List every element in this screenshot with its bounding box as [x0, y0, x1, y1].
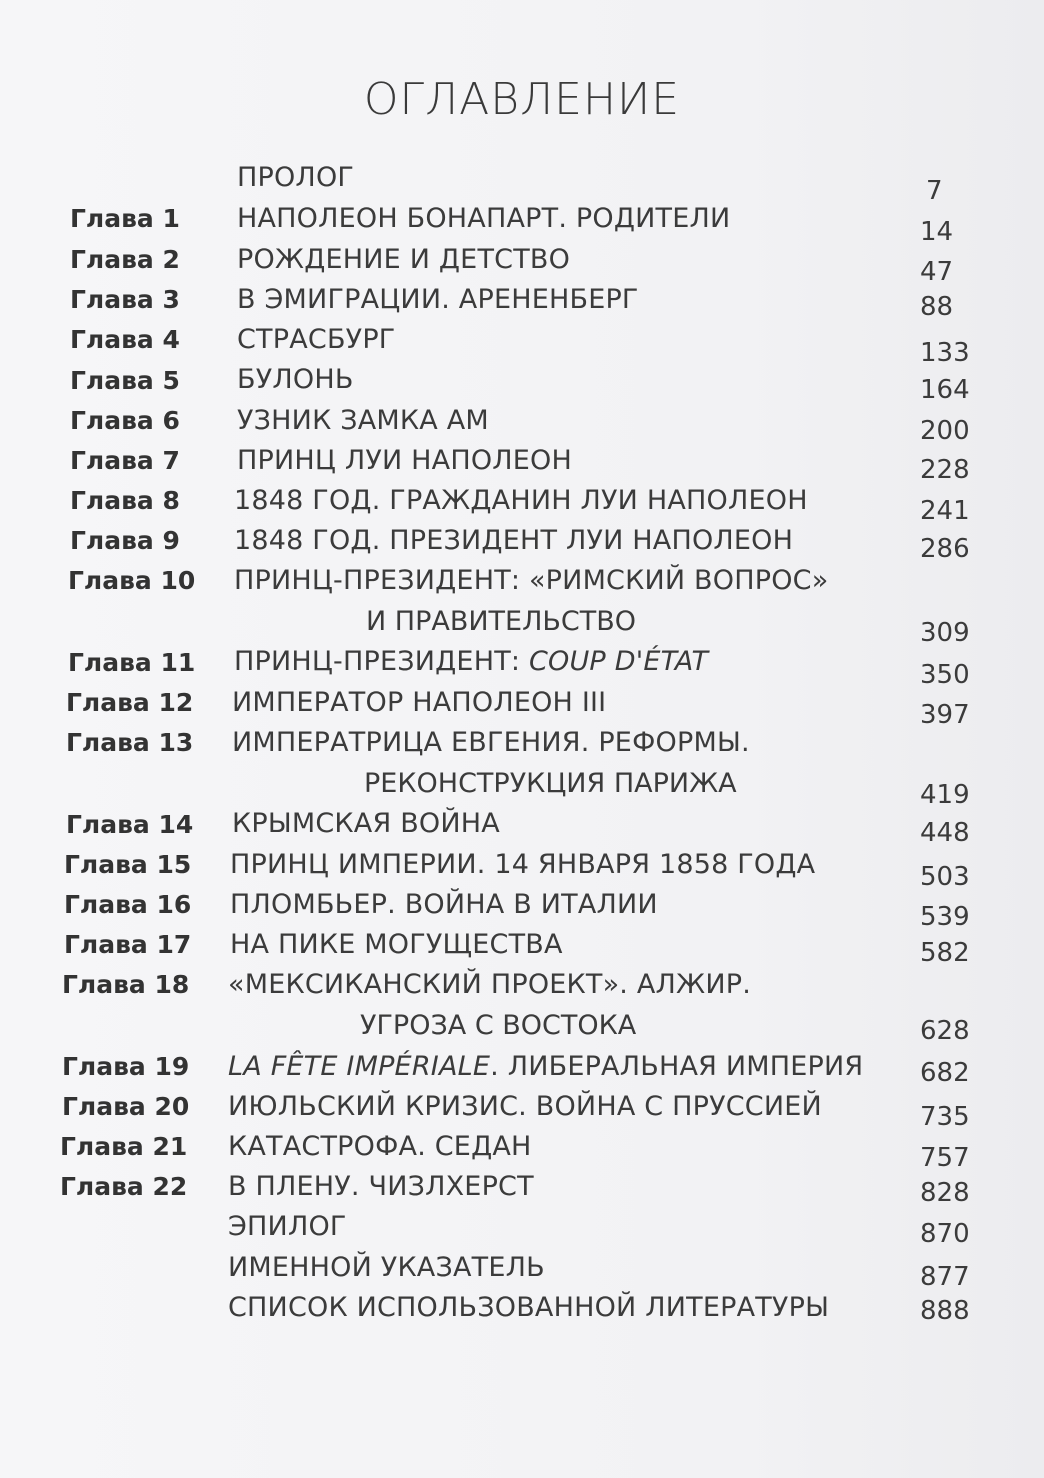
toc-chapter: Глава 22 — [60, 1172, 188, 1201]
toc-title: СТРАСБУРГ — [237, 324, 396, 355]
toc-chapter: Глава 13 — [66, 728, 194, 757]
toc-title: ЭПИЛОГ — [228, 1211, 347, 1242]
toc-title: 1848 ГОД. ПРЕЗИДЕНТ ЛУИ НАПОЛЕОН — [234, 525, 794, 556]
toc-chapter: Глава 5 — [70, 366, 180, 395]
toc-title: ПРИНЦ ЛУИ НАПОЛЕОН — [237, 445, 573, 476]
toc-title: ПРОЛОГ — [237, 162, 355, 193]
toc-page: 735 — [920, 1102, 970, 1132]
toc-title: 1848 ГОД. ГРАЖДАНИН ЛУИ НАПОЛЕОН — [234, 485, 808, 516]
toc-title-italic: LA FÊTE IMPÉRIALE — [228, 1051, 491, 1082]
toc-chapter: Глава 2 — [70, 245, 180, 274]
toc-page: 628 — [920, 1016, 970, 1046]
toc-page: 503 — [920, 862, 970, 892]
toc-title: РОЖДЕНИЕ И ДЕТСТВО — [237, 244, 571, 275]
toc-title: КРЫМСКАЯ ВОЙНА — [232, 808, 500, 839]
toc-chapter: Глава 21 — [60, 1132, 188, 1161]
toc-page: 877 — [920, 1262, 970, 1292]
toc-title: ИМПЕРАТРИЦА ЕВГЕНИЯ. РЕФОРМЫ. — [232, 727, 750, 758]
toc-chapter: Глава 18 — [62, 970, 190, 999]
toc-page: 47 — [920, 257, 954, 287]
toc-chapter: Глава 19 — [62, 1052, 190, 1081]
toc-chapter: Глава 3 — [70, 285, 180, 314]
toc-title-italic: COUP D'ÉTAT — [528, 646, 709, 677]
toc-chapter: Глава 6 — [70, 406, 180, 435]
toc-title-text: ПРИНЦ-ПРЕЗИДЕНТ: — [234, 646, 529, 677]
toc-title: ПЛОМБЬЕР. ВОЙНА В ИТАЛИИ — [230, 889, 658, 920]
toc-page: 870 — [920, 1219, 970, 1249]
toc-title: ИМЕННОЙ УКАЗАТЕЛЬ — [228, 1252, 545, 1283]
toc-title-continuation: И ПРАВИТЕЛЬСТВО — [366, 606, 637, 637]
toc-title: В ПЛЕНУ. ЧИЗЛХЕРСТ — [228, 1171, 534, 1202]
toc-title: СПИСОК ИСПОЛЬЗОВАННОЙ ЛИТЕРАТУРЫ — [228, 1292, 830, 1323]
toc-page: 539 — [920, 902, 970, 932]
toc-title: ИЮЛЬСКИЙ КРИЗИС. ВОЙНА С ПРУССИЕЙ — [228, 1091, 822, 1122]
toc-page: 888 — [920, 1296, 970, 1326]
toc-title-continuation: УГРОЗА С ВОСТОКА — [360, 1010, 637, 1041]
toc-page: 582 — [920, 938, 970, 968]
toc-page: 164 — [920, 375, 970, 405]
toc-title: «МЕКСИКАНСКИЙ ПРОЕКТ». АЛЖИР. — [228, 969, 751, 1000]
toc-title: УЗНИК ЗАМКА АМ — [237, 405, 489, 436]
toc-chapter: Глава 1 — [70, 204, 180, 233]
toc-page: 397 — [920, 700, 970, 730]
toc-title: БУЛОНЬ — [237, 364, 354, 395]
toc-page: 828 — [920, 1178, 970, 1208]
toc-chapter: Глава 14 — [66, 810, 194, 839]
toc-page: 7 — [926, 176, 943, 206]
toc-chapter: Глава 20 — [62, 1092, 190, 1121]
toc-title: НА ПИКЕ МОГУЩЕСТВА — [230, 929, 563, 960]
toc-page: 350 — [920, 660, 970, 690]
toc-page: 286 — [920, 534, 970, 564]
toc-title: ИМПЕРАТОР НАПОЛЕОН III — [232, 687, 607, 718]
toc-title — [228, 1051, 863, 1082]
toc-chapter: Глава 11 — [68, 648, 196, 677]
toc-page: 200 — [920, 416, 970, 446]
toc-page: 309 — [920, 618, 970, 648]
toc-title-text: . ЛИБЕРАЛЬНАЯ ИМПЕРИЯ — [490, 1051, 864, 1082]
toc-chapter: Глава 4 — [70, 325, 180, 354]
toc-chapter: Глава 7 — [70, 446, 180, 475]
toc-chapter: Глава 12 — [66, 688, 194, 717]
toc-page: 757 — [920, 1143, 970, 1173]
toc-title: КАТАСТРОФА. СЕДАН — [228, 1131, 532, 1162]
toc-page: 228 — [920, 455, 970, 485]
toc-title: ПРИНЦ-ПРЕЗИДЕНТ: «РИМСКИЙ ВОПРОС» — [234, 565, 829, 596]
toc-title-continuation: РЕКОНСТРУКЦИЯ ПАРИЖА — [364, 768, 737, 799]
toc-page: 682 — [920, 1058, 970, 1088]
toc-page: 133 — [920, 338, 970, 368]
toc-page: 88 — [920, 292, 954, 322]
toc-chapter: Глава 17 — [64, 930, 192, 959]
toc-title: ПРИНЦ ИМПЕРИИ. 14 ЯНВАРЯ 1858 ГОДА — [230, 849, 816, 880]
toc-chapter: Глава 15 — [64, 850, 192, 879]
toc-page: 241 — [920, 496, 970, 526]
toc-page: 14 — [920, 217, 954, 247]
toc-chapter: Глава 8 — [70, 486, 180, 515]
toc-page: 419 — [920, 780, 970, 810]
toc-page: 448 — [920, 818, 970, 848]
toc-title — [234, 646, 708, 677]
toc-chapter: Глава 10 — [68, 566, 196, 595]
toc-title: НАПОЛЕОН БОНАПАРТ. РОДИТЕЛИ — [237, 203, 731, 234]
toc-chapter: Глава 9 — [70, 526, 180, 555]
toc-title: В ЭМИГРАЦИИ. АРЕНЕНБЕРГ — [237, 284, 639, 315]
toc-chapter: Глава 16 — [64, 890, 192, 919]
page-title: ОГЛАВЛЕНИЕ — [363, 74, 681, 125]
